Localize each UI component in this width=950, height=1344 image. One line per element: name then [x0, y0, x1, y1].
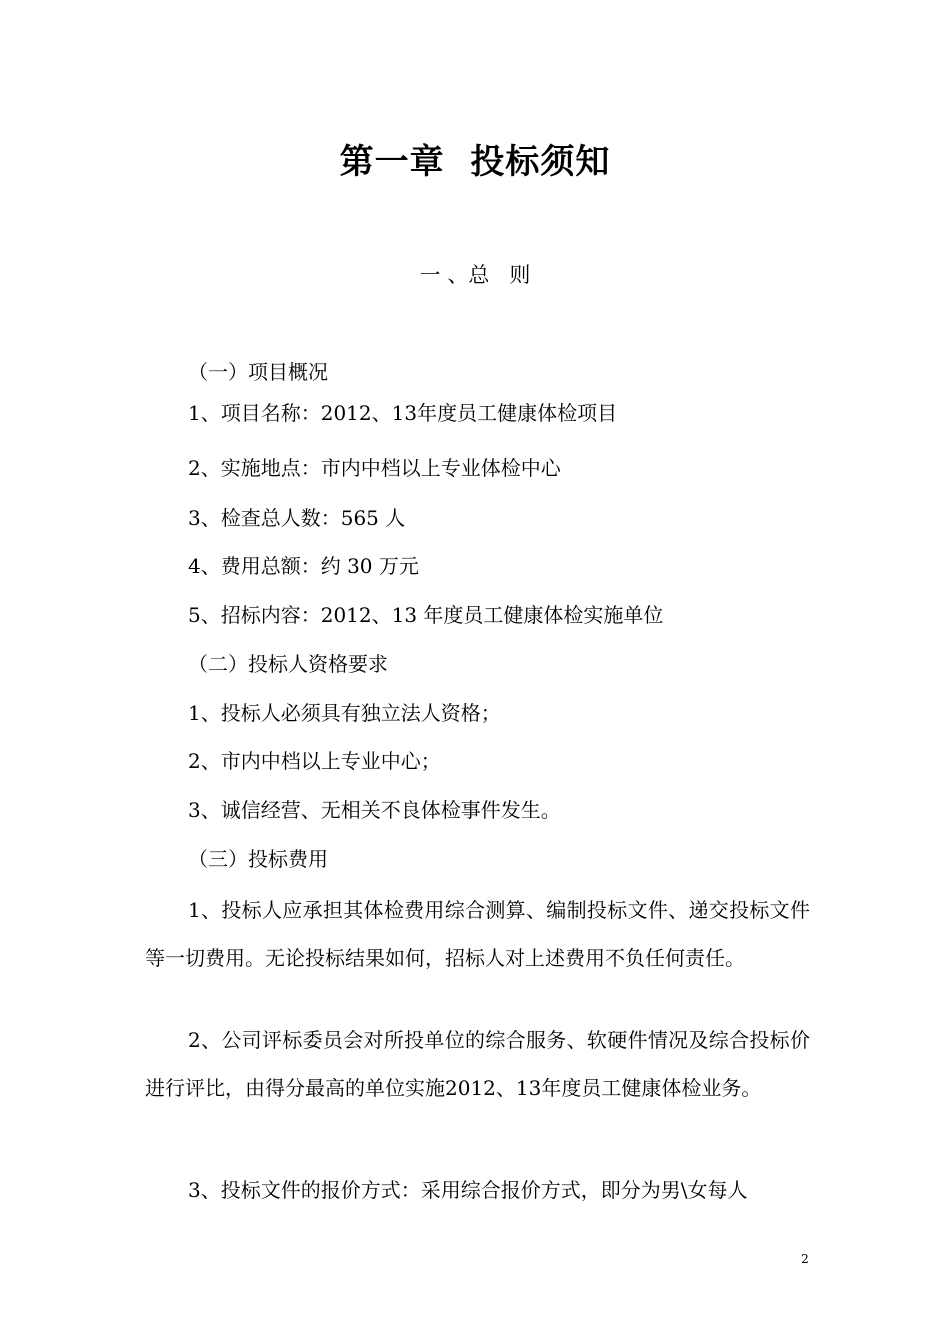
- chapter-title: 第一章 投标须知: [339, 142, 611, 182]
- subsection-heading-qualifications: （二）投标人资格要求: [188, 652, 388, 676]
- paragraph-evaluation: 2、公司评标委员会对所投单位的综合服务、软硬件情况及综合投标价进行评比，由得分最高的单位实施2012、13年度员工健康体检业务。: [145, 1028, 810, 1100]
- list-item-total-cost: 4、费用总额：约 30 万元: [188, 554, 419, 578]
- paragraph-pricing-method: 3、投标文件的报价方式：采用综合报价方式，即分为男\女每人: [188, 1178, 748, 1202]
- subsection-heading-bid-costs: （三）投标费用: [188, 847, 328, 871]
- list-item-legal-entity: 1、投标人必须具有独立法人资格；: [188, 701, 501, 725]
- list-item-bid-content: 5、招标内容：2012、13 年度员工健康体检实施单位: [188, 603, 664, 627]
- list-item-location: 2、实施地点：市内中档以上专业体检中心: [188, 456, 561, 480]
- section-title: 一 、总 则: [419, 263, 531, 287]
- list-item-project-name: 1、项目名称：2012、13年度员工健康体检项目: [188, 401, 618, 425]
- list-item-professional-center: 2、市内中档以上专业中心；: [188, 749, 441, 773]
- page-number: 2: [801, 1252, 809, 1266]
- subsection-heading-project-overview: （一）项目概况: [188, 360, 328, 384]
- paragraph-bidder-costs: 1、投标人应承担其体检费用综合测算、编制投标文件、递交投标文件等一切费用。无论投标结果如何，招标人对上述费用不负任何责任。: [145, 898, 810, 970]
- list-item-headcount: 3、检查总人数：565 人: [188, 506, 406, 530]
- list-item-integrity: 3、诚信经营、无相关不良体检事件发生。: [188, 798, 561, 822]
